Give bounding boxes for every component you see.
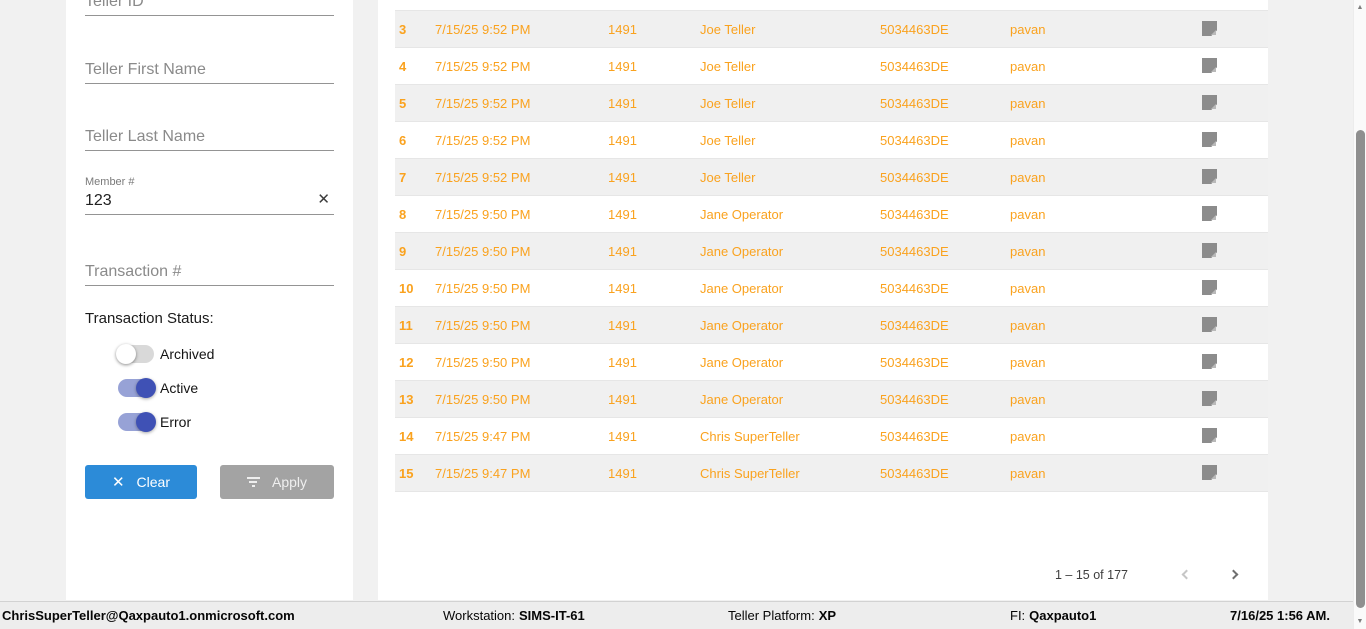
num-cell: 13 bbox=[399, 391, 414, 407]
num-cell: 4 bbox=[399, 58, 407, 74]
statusbar-teller-platform bbox=[728, 602, 836, 629]
toggle-knob bbox=[136, 412, 156, 432]
statusbar-datetime: 7/16/25 1:56 AM. bbox=[1230, 608, 1330, 623]
branch-cell: 1491 bbox=[608, 206, 637, 222]
scroll-down-icon[interactable]: ▼ bbox=[1356, 618, 1364, 625]
code-cell: 5034463DE bbox=[880, 95, 949, 111]
note-icon[interactable] bbox=[1202, 428, 1217, 443]
datetime-cell: 7/15/25 9:52 PM bbox=[435, 21, 531, 37]
user-cell: pavan bbox=[1010, 280, 1046, 296]
num-cell: 11 bbox=[399, 317, 413, 333]
note-icon[interactable] bbox=[1202, 206, 1217, 221]
table-row[interactable] bbox=[395, 270, 1268, 307]
num-cell: 3 bbox=[399, 21, 407, 37]
platform-label: Teller Platform: bbox=[728, 608, 815, 623]
transaction-status-title: Transaction Status: bbox=[85, 310, 214, 327]
scroll-up-icon[interactable]: ▲ bbox=[1356, 4, 1364, 11]
teller-cell: Joe Teller bbox=[700, 132, 756, 148]
datetime-cell: 7/15/25 9:52 PM bbox=[435, 132, 531, 148]
table-row[interactable] bbox=[395, 381, 1268, 418]
filter-icon bbox=[247, 477, 260, 487]
table-row[interactable] bbox=[395, 11, 1268, 48]
transaction-status-toggles bbox=[118, 344, 214, 446]
scrollbar bbox=[1353, 0, 1366, 629]
filter-panel bbox=[66, 0, 353, 600]
datetime-cell: 7/15/25 9:50 PM bbox=[435, 280, 531, 296]
num-cell: 5 bbox=[399, 95, 407, 111]
teller-cell: Chris SuperTeller bbox=[700, 465, 800, 481]
branch-cell: 1491 bbox=[608, 132, 637, 148]
note-icon[interactable] bbox=[1202, 132, 1217, 147]
branch-cell: 1491 bbox=[608, 317, 637, 333]
teller-cell: Jane Operator bbox=[700, 391, 784, 407]
table-row[interactable] bbox=[395, 85, 1268, 122]
teller-cell: Jane Operator bbox=[700, 206, 784, 222]
teller-cell: Jane Operator bbox=[700, 280, 784, 296]
member-clear-x-icon[interactable]: ✕ bbox=[317, 191, 330, 208]
statusbar-workstation bbox=[443, 602, 585, 629]
teller-first-name-input[interactable] bbox=[85, 59, 334, 84]
teller-cell: Chris SuperTeller bbox=[700, 428, 800, 444]
note-icon[interactable] bbox=[1202, 354, 1217, 369]
teller-cell: Joe Teller bbox=[700, 58, 756, 74]
datetime-cell: 7/15/25 9:50 PM bbox=[435, 206, 531, 222]
num-cell: 6 bbox=[399, 132, 407, 148]
member-number-input[interactable] bbox=[85, 190, 334, 215]
note-icon[interactable] bbox=[1202, 317, 1217, 332]
status-bar bbox=[0, 601, 1353, 629]
note-icon[interactable] bbox=[1202, 169, 1217, 184]
table-row[interactable] bbox=[395, 196, 1268, 233]
user-cell: pavan bbox=[1010, 354, 1046, 370]
toggle-knob bbox=[116, 344, 136, 364]
num-cell: 14 bbox=[399, 428, 414, 444]
member-number-label: Member # bbox=[85, 176, 135, 188]
user-cell: pavan bbox=[1010, 428, 1046, 444]
datetime-cell: 7/15/25 9:50 PM bbox=[435, 354, 531, 370]
clear-button-label: Clear bbox=[136, 474, 171, 490]
toggle-row bbox=[118, 412, 214, 432]
user-cell: pavan bbox=[1010, 317, 1046, 333]
branch-cell: 1491 bbox=[608, 280, 637, 296]
code-cell: 5034463DE bbox=[880, 132, 949, 148]
table-row[interactable] bbox=[395, 344, 1268, 381]
workstation-label: Workstation: bbox=[443, 608, 516, 623]
table-row[interactable] bbox=[395, 48, 1268, 85]
branch-cell: 1491 bbox=[608, 95, 637, 111]
table-row[interactable] bbox=[395, 159, 1268, 196]
user-cell: pavan bbox=[1010, 95, 1046, 111]
note-icon[interactable] bbox=[1202, 95, 1217, 110]
statusbar-user-email: ChrisSuperTeller@Qaxpauto1.onmicrosoft.com bbox=[2, 608, 295, 623]
code-cell: 5034463DE bbox=[880, 280, 949, 296]
teller-cell: Jane Operator bbox=[700, 354, 784, 370]
user-cell: pavan bbox=[1010, 132, 1046, 148]
code-cell: 5034463DE bbox=[880, 58, 949, 74]
clear-button[interactable] bbox=[85, 465, 197, 499]
code-cell: 5034463DE bbox=[880, 428, 949, 444]
apply-button[interactable] bbox=[220, 465, 334, 499]
toggle-active[interactable] bbox=[118, 379, 154, 397]
toggle-label: Archived bbox=[160, 346, 215, 362]
datetime-cell: 7/15/25 9:47 PM bbox=[435, 428, 531, 444]
branch-cell: 1491 bbox=[608, 21, 637, 37]
teller-id-input[interactable] bbox=[85, 0, 334, 16]
branch-cell: 1491 bbox=[608, 169, 637, 185]
datetime-cell: 7/15/25 9:52 PM bbox=[435, 169, 531, 185]
num-cell: 7 bbox=[399, 169, 407, 185]
num-cell: 8 bbox=[399, 206, 407, 222]
teller-cell: Joe Teller bbox=[700, 95, 756, 111]
apply-button-label: Apply bbox=[271, 474, 308, 490]
table-row[interactable] bbox=[395, 122, 1268, 159]
x-icon: ✕ bbox=[111, 473, 125, 491]
pagination-prev-chevron-icon[interactable] bbox=[1182, 570, 1192, 580]
teller-id-field bbox=[85, 0, 334, 16]
teller-cell: Joe Teller bbox=[700, 21, 756, 37]
branch-cell: 1491 bbox=[608, 465, 637, 481]
results-table-panel bbox=[378, 0, 1268, 600]
fi-label: FI: bbox=[1010, 608, 1026, 623]
table-row[interactable] bbox=[395, 307, 1268, 344]
toggle-row bbox=[118, 378, 214, 398]
teller-first-name-field bbox=[85, 59, 334, 84]
scrollbar-thumb[interactable] bbox=[1356, 130, 1365, 608]
user-cell: pavan bbox=[1010, 21, 1046, 37]
workstation-value: SIMS-IT-61 bbox=[519, 608, 585, 623]
user-cell: pavan bbox=[1010, 465, 1046, 481]
teller-last-name-field bbox=[85, 126, 334, 151]
note-icon[interactable] bbox=[1202, 465, 1217, 480]
pagination-next-chevron-icon[interactable] bbox=[1229, 570, 1239, 580]
note-icon[interactable] bbox=[1202, 21, 1217, 36]
datetime-cell: 7/15/25 9:52 PM bbox=[435, 58, 531, 74]
code-cell: 5034463DE bbox=[880, 317, 949, 333]
toggle-label: Active bbox=[160, 380, 199, 396]
datetime-cell: 7/15/25 9:50 PM bbox=[435, 317, 531, 333]
table-row[interactable] bbox=[395, 233, 1268, 270]
branch-cell: 1491 bbox=[608, 391, 637, 407]
table-row[interactable] bbox=[395, 455, 1268, 492]
toggle-error[interactable] bbox=[118, 413, 154, 431]
transaction-number-field bbox=[85, 261, 334, 286]
user-cell: pavan bbox=[1010, 243, 1046, 259]
member-number-field bbox=[85, 176, 334, 215]
toggle-knob bbox=[136, 378, 156, 398]
table-row[interactable] bbox=[395, 418, 1268, 455]
note-icon[interactable] bbox=[1202, 280, 1217, 295]
platform-value: XP bbox=[818, 608, 837, 623]
toggle-archived[interactable] bbox=[118, 345, 154, 363]
branch-cell: 1491 bbox=[608, 243, 637, 259]
results-table bbox=[395, 10, 1268, 492]
datetime-cell: 7/15/25 9:50 PM bbox=[435, 391, 531, 407]
num-cell: 10 bbox=[399, 280, 414, 296]
teller-cell: Joe Teller bbox=[700, 169, 756, 185]
num-cell: 9 bbox=[399, 243, 407, 259]
teller-cell: Jane Operator bbox=[700, 243, 784, 259]
user-cell: pavan bbox=[1010, 169, 1046, 185]
branch-cell: 1491 bbox=[608, 428, 637, 444]
user-cell: pavan bbox=[1010, 58, 1046, 74]
note-icon[interactable] bbox=[1202, 391, 1217, 406]
code-cell: 5034463DE bbox=[880, 21, 949, 37]
code-cell: 5034463DE bbox=[880, 391, 949, 407]
note-icon[interactable] bbox=[1202, 58, 1217, 73]
branch-cell: 1491 bbox=[608, 354, 637, 370]
code-cell: 5034463DE bbox=[880, 354, 949, 370]
code-cell: 5034463DE bbox=[880, 206, 949, 222]
transaction-number-input[interactable] bbox=[85, 261, 334, 286]
num-cell: 15 bbox=[399, 465, 414, 481]
toggle-row bbox=[118, 344, 214, 364]
datetime-cell: 7/15/25 9:50 PM bbox=[435, 243, 531, 259]
fi-value: Qaxpauto1 bbox=[1029, 608, 1097, 623]
note-icon[interactable] bbox=[1202, 243, 1217, 258]
datetime-cell: 7/15/25 9:47 PM bbox=[435, 465, 531, 481]
code-cell: 5034463DE bbox=[880, 169, 949, 185]
statusbar-fi bbox=[1010, 602, 1096, 629]
teller-last-name-input[interactable] bbox=[85, 126, 334, 151]
toggle-label: Error bbox=[160, 414, 192, 430]
pagination-range-label: 1 – 15 of 177 bbox=[1055, 568, 1128, 582]
user-cell: pavan bbox=[1010, 206, 1046, 222]
user-cell: pavan bbox=[1010, 391, 1046, 407]
teller-cell: Jane Operator bbox=[700, 317, 784, 333]
num-cell: 12 bbox=[399, 354, 414, 370]
branch-cell: 1491 bbox=[608, 58, 637, 74]
datetime-cell: 7/15/25 9:52 PM bbox=[435, 95, 531, 111]
code-cell: 5034463DE bbox=[880, 243, 949, 259]
code-cell: 5034463DE bbox=[880, 465, 949, 481]
